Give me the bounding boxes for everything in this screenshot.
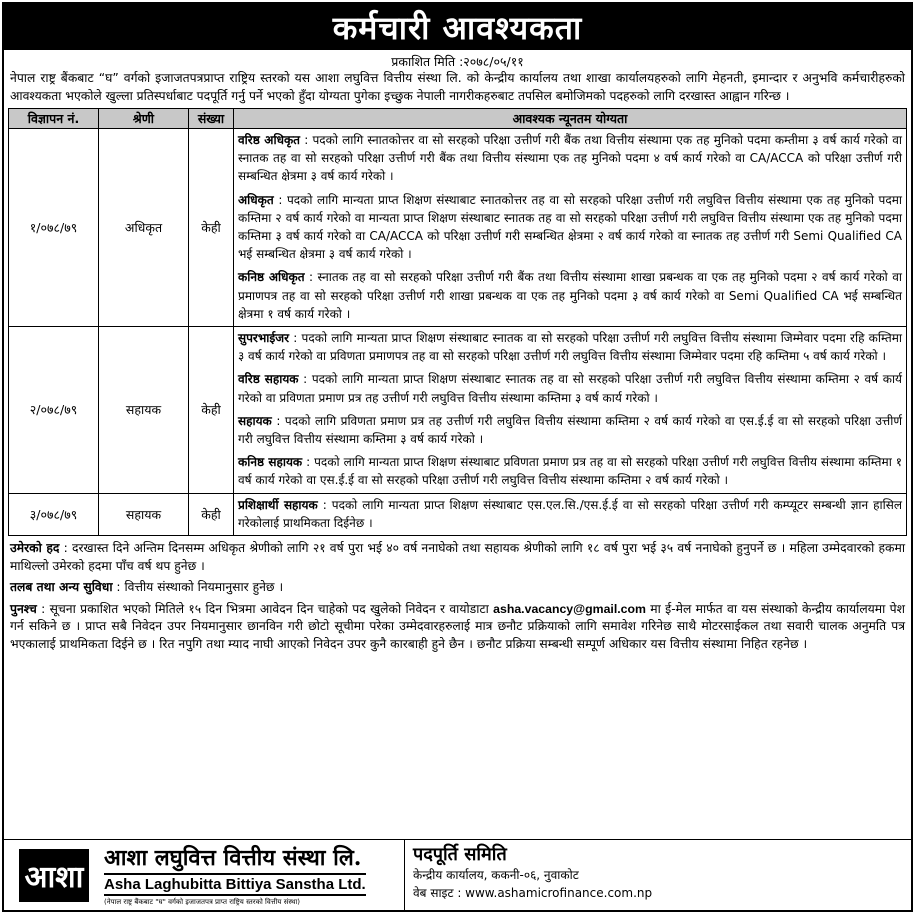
vacancy-notice: [2, 2, 913, 912]
salary-text: : वित्तीय संस्थाको नियमानुसार हुनेछ ।: [112, 580, 284, 595]
note-text-before: : सूचना प्रकाशित भएको मितिले १५ दिन भित्रमा आवेदन दिन चाहेको पद खुलेको निवेदन र वायोडाटा: [36, 601, 494, 616]
qualification-item: [238, 496, 902, 532]
qualification-title: सुपरभाईजर: [238, 331, 290, 346]
qualifications: [234, 327, 907, 494]
organization-name-nepali: आशा लघुवित्त वित्तीय संस्था लि.: [104, 845, 362, 871]
table-row: [9, 493, 907, 535]
age-limit-title: उमेरको हद: [10, 541, 60, 556]
count: केही: [189, 129, 234, 327]
published-date: प्रकाशित मिति :२०७८/०५/११: [391, 54, 524, 69]
qualification-title: अधिकृत: [238, 192, 274, 207]
table-row: [9, 129, 907, 327]
qualification-text: : पदको लागि मान्यता प्राप्त शिक्षण संस्थाबाट स्नातकोत्तर तह वा सो सरहको परिक्षा उत्तीर्ण गरी लघुवित्त वित्तीय संस्थामा एक तह मुनिको पदमा कम्तिमा २ वर्ष कार्य गरेको वा मान्यता प्राप्त शिक्षण संस्थाबाट स्नातक तह वा सो सरहको परिक्षा उत्तीर्ण गरी लघुवित्त वित्तीय संस्थामा एक तह मुनिको पदमा कम्तिमा ३ वर्ष कार्य गरेको वा CA/ACCA को परिक्षा उत्तीर्ण गरी सम्बन्धित क्षेत्रमा २ वर्ष कार्य गरेको वा स्नातक तह उत्तीर्ण गरी Semi Qualified CA भई सम्बन्धित क्षेत्रमा ३ वर्ष कार्य गरेको ।: [238, 192, 902, 262]
qualification-title: सहायक: [238, 413, 272, 428]
qualifications: [234, 129, 907, 327]
note-paragraph: [10, 601, 905, 654]
banner-title: कर्मचारी आवश्यकता: [4, 4, 911, 50]
qualification-title: वरिष्ठ अधिकृत: [238, 133, 301, 147]
ad-no: १/०७८/७९: [9, 129, 99, 327]
qualifications: [234, 493, 907, 535]
ad-no: २/०७८/७९: [9, 327, 99, 494]
organization-subtitle: (नेपाल राष्ट्र बैंकबाट "घ" वर्गको इजाजतपत्र प्राप्त राष्ट्रिय स्तरको वित्तीय संस्था): [104, 898, 301, 906]
intro-paragraph: नेपाल राष्ट्र बैंकबाट “घ” वर्गको इजाजतपत्रप्राप्त राष्ट्रिय स्तरको यस आशा लघुवित्त वित्तीय संस्था लि. को केन्द्रीय कार्यालय तथा शाखा कार्यालयहरुको लागि मेहनती, इमान्दार र अनुभवि कर्मचारीहरुको आवश्यकता भएकोले खुल्ला प्रतिस्पर्धाबाट पदपूर्ति गर्नु पर्ने भएको हुँदा योग्यता पुगेका इच्छुक नेपाली नागरीकहरुबाट तपसिल बमोजिमको पदहरुको लागि दरखास्त आह्वान गरिन्छ ।: [10, 71, 905, 103]
organization-block: [104, 840, 404, 910]
level: सहायक: [99, 327, 189, 494]
qualification-text: : पदको लागि स्नातकोत्तर वा सो सरहको परिक्षा उत्तीर्ण गरी बैंक तथा वित्तीय संस्थामा एक तह मुनिको पदमा कम्तीमा ३ वर्ष कार्य गरेको वा स्नातक तह वा सो सरहको परिक्षा उत्तीर्ण गरी बैंक तथा वित्तीय संस्थामा एक तह मुनिको पदमा ४ वर्ष कार्य गरेको वा CA/ACCA को परिक्षा उत्तीर्ण गरी सम्बन्धित क्षेत्रमा ३ वर्ष कार्य गरेको ।: [238, 133, 903, 184]
note-text-after: मा ई-मेल मार्फत वा यस संस्थाको केन्द्रीय कार्यालयमा पेश गर्न सकिने छ । प्राप्त सबै निवेदन उपर नियमानुसार छानविन गरी छोटो सूचीमा परेका उम्मेदवारहरुलाई मात्र छनौट प्रक्रियाको लागि समावेश गरिनेछ साथै मोटरसाईकल तथा सवारी चालक अनुमति पत्र भएकालाई प्राथमिकता दिईने छ । रित नपुगि तथा म्याद नाघी आएको निवेदन उपर कुनै कारबाही हुने छैन । छनौट प्रक्रिया सम्बन्धी सम्पूर्ण अधिकार यस वित्तीय संस्थामा निहित रहनेछ ।: [10, 601, 905, 651]
count: केही: [189, 327, 234, 494]
footer: [4, 839, 911, 910]
website-link[interactable]: वेब साइट : www.ashamicrofinance.com.np: [413, 886, 653, 900]
qualification-item: [238, 191, 902, 264]
qualification-title: कनिष्ठ सहायक: [238, 455, 303, 470]
qualification-text: : पदको लागि मान्यता प्राप्त शिक्षण संस्थाबाट एस.एल.सि./एस.ई.ई वा सो सरहको परिक्षा उत्तीर्ण गरी कम्प्यूटर सम्बन्धी ज्ञान हासिल गरेकोलाई प्राथमिकता दिईनेछ ।: [238, 497, 902, 530]
qualification-title: कनिष्ठ अधिकृत: [238, 270, 305, 285]
qualification-item: [238, 329, 902, 365]
level: अधिकृत: [99, 129, 189, 327]
salary-benefits: [10, 579, 905, 597]
email-address[interactable]: asha.vacancy@gmail.com: [493, 601, 646, 616]
age-limit-text: : दरखास्त दिने अन्तिम दिनसम्म अधिकृत श्रेणीको लागि २१ वर्ष पुरा भई ४० वर्ष ननाघेको तथा सहायक श्रेणीको लागि १८ वर्ष पुरा भई ३५ वर्ष ननाघेको हुनुपर्ने छ । महिला उम्मेदवारको हकमा माथिल्लो उमेरको हदमा पाँच वर्ष थप हुनेछ ।: [10, 541, 906, 573]
qualification-text: : पदको लागि मान्यता प्राप्त शिक्षण संस्थाबाट प्रविणता प्रमाण प्रत्र तह वा सो सरहको परिक्षा उत्तीर्ण गरी लघुवित्त वित्तीय संस्थामा कम्तिमा १ वर्ष कार्य गरेको वा एस.ई.ई वा सो सरहको परिक्षा उत्तीर्ण गरी लघुवित्त वित्तीय संस्थामा कम्तिमा २ वर्ष कार्य गरेको ।: [238, 455, 902, 488]
header-level: श्रेणी: [99, 109, 189, 129]
qualification-text: : पदको लागि प्रविणता प्रमाण प्रत्र तह उत्तीर्ण गरी लघुवित्त वित्तीय संस्थामा कम्तिमा २ वर्ष कार्य गरेको वा एस.ई.ई वा सो सरहको परिक्षा उत्तीर्ण गरी लघुवित्त वित्तीय संस्थामा कम्तिमा ३ वर्ष कार्य गरेको ।: [238, 413, 902, 447]
qualification-title: प्रशिक्षार्थी सहायक: [238, 497, 318, 512]
qualification-text: : पदको लागि मान्यता प्राप्त शिक्षण संस्थाबाट स्नातक वा सो सरहको परिक्षा उत्तीर्ण गरी लघुवित्त वित्तीय संस्थामा जिम्मेवार पदमा रहि कम्तिमा ३ वर्ष कार्य गरेको वा प्रविणता प्रमाणपत्र तह वा सो सरहको परिक्षा उत्तीर्ण गरी लघुवित्त वित्तीय संस्थामा जिम्मेवार पदमा रहि कम्तिमा ५ वर्ष कार्य गरेको ।: [238, 331, 902, 364]
count: केही: [189, 493, 234, 535]
qualification-text: : पदको लागि मान्यता प्राप्त शिक्षण संस्थाबाट स्नातक तह वा सो सरहको परिक्षा उत्तीर्ण गरी लघुवित्त वित्तीय संस्थामा कम्तिमा २ वर्ष कार्य गरेको वा प्रविणता प्रमाण प्रत्र तह उत्तीर्ण गरी लघुवित्त वित्तीय संस्थामा कम्तिमा ३ वर्ष कार्य गरेको ।: [238, 372, 903, 405]
qualification-item: [238, 412, 902, 448]
level: सहायक: [99, 493, 189, 535]
logo-container: [4, 840, 104, 910]
header-count: संख्या: [189, 109, 234, 129]
qualification-item: [238, 131, 902, 186]
salary-title: तलब तथा अन्य सुविधा: [10, 580, 113, 595]
qualification-text: : स्नातक तह वा सो सरहको परिक्षा उत्तीर्ण गरी बैंक तथा वित्तीय संस्थामा शाखा प्रबन्धक वा एक तह मुनिको पदमा २ वर्ष कार्य गरेको वा प्रमाणपत्र तह वा सो सरहको परिक्षा उत्तीर्ण गरी शाखा प्रबन्धक वा एक तह मुनिको पदमा ३ वर्ष कार्य गरेको वा Semi Qualified CA भई सम्बन्धित क्षेत्रमा १ वर्ष कार्य गरेको ।: [238, 270, 902, 321]
office-address: केन्द्रीय कार्यालय, ककनी-०६, नुवाकोट: [413, 868, 579, 882]
asha-logo: आशा: [19, 849, 90, 902]
table-row: [9, 327, 907, 494]
ad-no: ३/०७८/७९: [9, 493, 99, 535]
qualification-item: [238, 268, 902, 323]
qualification-title: वरिष्ठ सहायक: [238, 372, 299, 387]
age-limit: [10, 540, 905, 575]
header-qualification: आवश्यक न्यूनतम योग्यता: [234, 109, 907, 129]
qualification-item: [238, 453, 902, 489]
committee-block: [404, 840, 911, 910]
qualification-item: [238, 370, 902, 406]
note-title: पुनश्च: [10, 601, 37, 616]
organization-name-english: Asha Laghubitta Bittiya Sanstha Ltd.: [104, 873, 366, 896]
requirements-table: [8, 108, 907, 536]
table-header-row: [9, 109, 907, 129]
committee-title: पदपूर्ति समिति: [413, 844, 507, 865]
header-ad-no: विज्ञापन नं.: [9, 109, 99, 129]
